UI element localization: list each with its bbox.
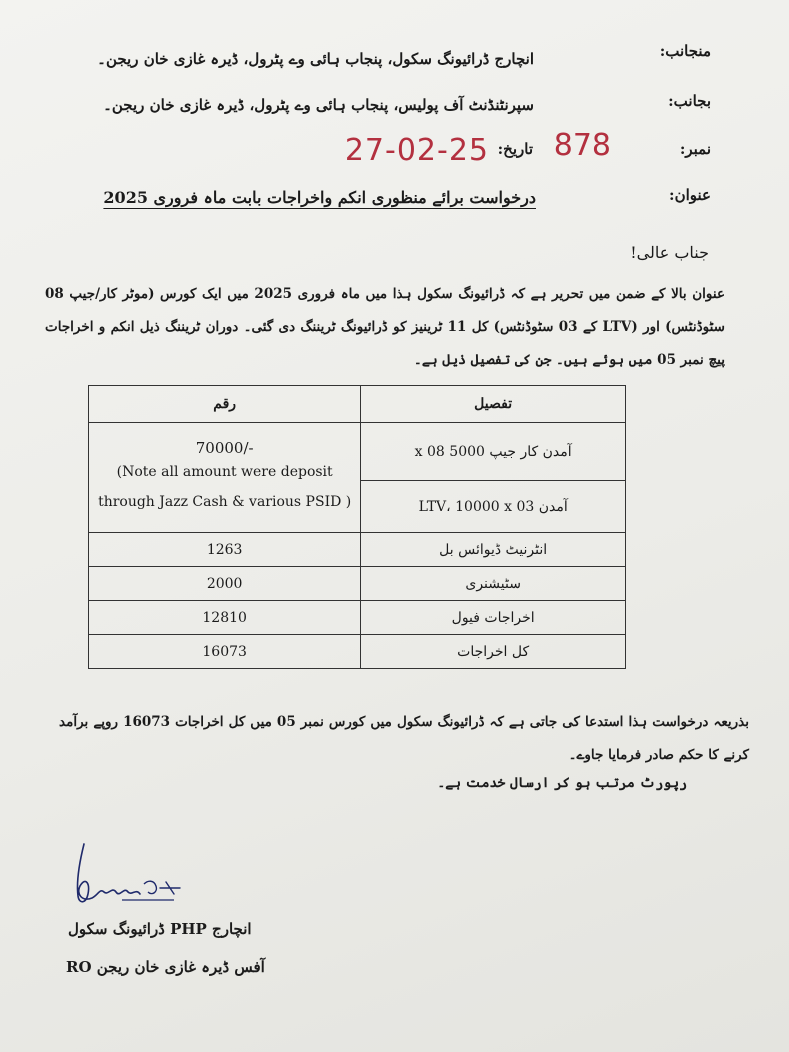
number-label: نمبر: [679,140,711,158]
total-expense-detail: کل اخراجات [361,635,626,669]
income-note: (Note all amount were deposit through Jazz Cash & various PSID ) [98,463,352,510]
handwritten-signature [62,840,192,912]
date-value: 27-02-25 [344,133,489,168]
expense-amount: 2000 [89,567,361,601]
closing-paragraph: بذریعہ درخواست ہذا استدعا کی جاتی ہے کہ ڈرائیونگ سکول میں کورس نمبر 05 میں کل اخراجات 16073 روپے برآمد کرنے کا حکم صادر فرمایا جاوے۔ [59,714,749,763]
total-expense-amount: 16073 [89,635,361,669]
header-detail: تفصیل [361,386,626,423]
details-table [88,385,626,669]
income-amount-cell [89,423,361,533]
expense-detail: سٹیشنری [361,567,626,601]
header-amount: رقم [89,386,361,423]
expense-amount: 12810 [89,601,361,635]
report-line: رپورٹ مرتب ہو کر ارسال خدمت ہے۔ [437,775,687,791]
expense-amount: 1263 [89,533,361,567]
table-row [89,635,626,669]
income-detail-car: آمدن کار جیپ 5000 x 08 [361,423,626,481]
table-header-row [89,386,626,423]
salutation: جناب عالی! [630,243,709,262]
expense-detail: اخراجات فیول [361,601,626,635]
number-value: 878 [553,128,611,163]
from-label: منجانب: [659,42,711,60]
date-label: تاریخ: [497,140,533,158]
to-label: بجانب: [668,92,711,110]
table-row [89,567,626,601]
subject-value: درخواست برائے منظوری انکم واخراجات بابت ماہ فروری 2025 [103,188,536,207]
subject-label: عنوان: [669,186,711,204]
table-row [89,601,626,635]
signature-office: RO آفس ڈیرہ غازی خان ریجن [66,958,265,976]
table-row [89,423,626,481]
income-amount: 70000/- [195,438,254,457]
signature-designation: انچارج PHP ڈرائیونگ سکول [68,920,252,938]
intro-paragraph: عنوان بالا کے ضمن میں تحریر ہے کہ ڈرائیونگ سکول ہذا میں ماہ فروری 2025 میں ایک کورس (موٹر کار/جیپ 08 سٹوڈنٹس) اور (LTV کے 03 سٹوڈنٹس) کل 11 ٹرینیز کو ڈرائیونگ ٹریننگ دی گئی۔ دوران ٹریننگ ذیل انکم و اخراجات پیچ نمبر 05 میں ہوئے ہیں۔ جن کی تفصیل ذیل ہے۔ [45,286,725,368]
from-value: انچارج ڈرائیونگ سکول، پنجاب ہائی وے پٹرول، ڈیرہ غازی خان ریجن۔ [97,50,534,68]
income-detail-ltv: آمدن LTV، 10000 x 03 [361,481,626,533]
to-value: سپرنٹنڈنٹ آف پولیس، پنجاب ہائی وے پٹرول، ڈیرہ غازی خان ریجن۔ [103,96,534,114]
expense-detail: انٹرنیٹ ڈیوائس بل [361,533,626,567]
table-row [89,533,626,567]
